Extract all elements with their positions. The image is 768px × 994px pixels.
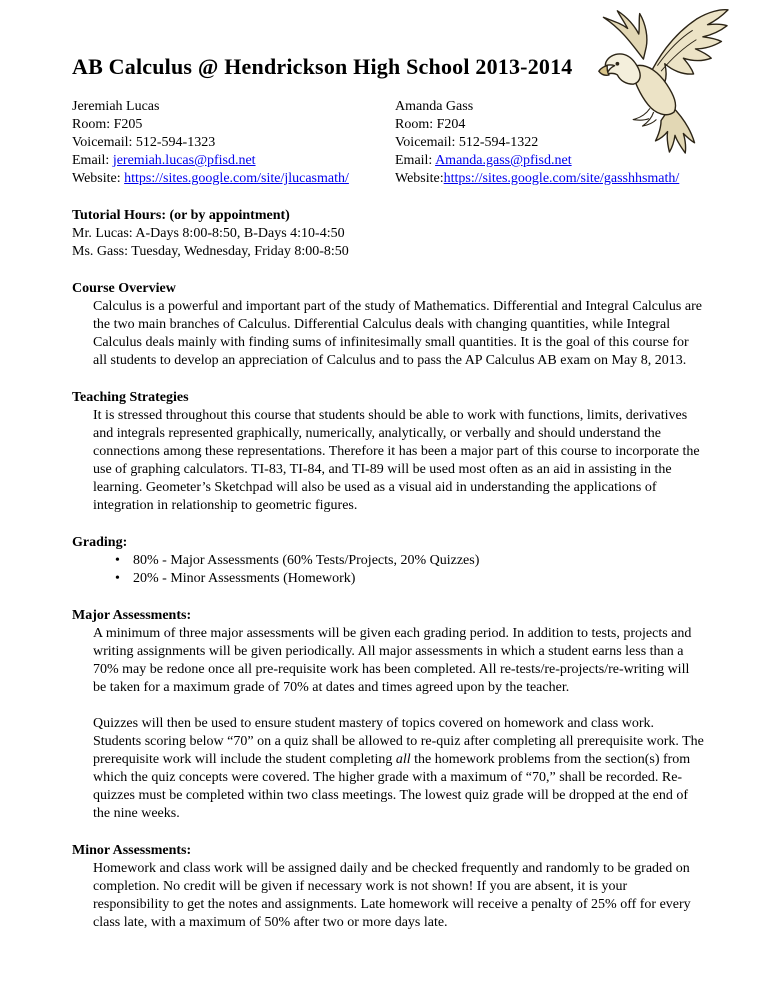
teaching-strategies-body: It is stressed throughout this course that students should be able to work with functions, limits, derivatives and integrals represented graphically, numerically, analytically, or verbally and should understand the connections among these representations. Therefore it has been a major part of this course to incorporate the use of graphing calculators. TI-83, TI-84, and TI-89 will be used most often as an aid in assisting in the learning. Geometer’s Sketchpad will also be used as a visual aid in understanding the applications of integration in relationship to geometric figures. <box>93 408 700 513</box>
emphasized-word: all <box>395 752 411 767</box>
teacher-room: Room: F205 <box>72 117 143 132</box>
minor-assessments-heading: Minor Assessments: <box>72 843 192 858</box>
teacher-website-line <box>395 170 679 188</box>
website-link-gass[interactable]: https://sites.google.com/site/gasshhsmath/ <box>443 171 680 186</box>
tutorial-line-gass: Ms. Gass: Tuesday, Wednesday, Friday 8:00-8:50 <box>72 244 349 259</box>
website-link-lucas[interactable]: https://sites.google.com/site/jlucasmath/ <box>124 171 349 186</box>
minor-assessments-body: Homework and class work will be assigned daily and be checked frequently and randomly to be graded on completion. No credit will be given if necessary work is not shown! If you are absent, it is your responsibility to get the notes and assignments. Late homework will receive a penalty of 25% off for every class late, with a maximum of 50% after two or more days late. <box>93 861 691 930</box>
email-link-gass[interactable]: Amanda.gass@pfisd.net <box>435 153 572 168</box>
section-course-overview <box>72 280 704 370</box>
section-tutorial-hours <box>72 207 704 261</box>
website-label: Website: <box>395 171 444 186</box>
major-assessments-paragraph-1: A minimum of three major assessments will be given each grading period. In addition to tests, projects and writing assignments will be given periodically. All major assessments in which a student earns less than a 70% may be redone once all pre-requisite work has been completed. All re-tests/re-projects/re-writing will be taken for a maximum grade of 70% at dates and times agreed upon by the teacher. <box>93 626 692 695</box>
teacher-name: Jeremiah Lucas <box>72 99 160 114</box>
teacher-voicemail: Voicemail: 512-594-1322 <box>395 135 539 150</box>
grading-bullet-list <box>115 552 704 588</box>
teaching-strategies-heading: Teaching Strategies <box>72 390 189 405</box>
teacher-room: Room: F204 <box>395 117 466 132</box>
teacher-email-line <box>72 152 395 170</box>
section-major-assessments <box>72 607 704 823</box>
teacher-website-line <box>72 170 395 188</box>
grading-heading: Grading: <box>72 535 128 550</box>
email-link-lucas[interactable]: jeremiah.lucas@pfisd.net <box>112 153 256 168</box>
eagle-icon <box>592 8 732 166</box>
course-overview-body: Calculus is a powerful and important part of the study of Mathematics. Differential and Integral Calculus are the two main branches of Calculus. Differential Calculus deals with changing quantities, while Integral Calculus deals mainly with finding sums of infinitesimally small quantities. It is the goal of this course for all students to develop an appreciation of Calculus and to pass the AP Calculus AB exam on May 8, 2013. <box>93 299 702 368</box>
teacher-name: Amanda Gass <box>395 99 474 114</box>
section-minor-assessments <box>72 842 704 932</box>
section-teaching-strategies <box>72 389 704 515</box>
grading-bullet: • 80% - Major Assessments (60% Tests/Projects, 20% Quizzes) <box>115 552 704 570</box>
major-assessments-paragraph-2 <box>93 715 704 823</box>
paragraph-text: the homework problems from the section(s) from which the quiz concepts were covered. The higher grade with a maximum of “70,” shall be recorded. Re-quizzes must be completed within two class meetings. The lowest quiz grade will be dropped at the end of the nine weeks. <box>93 752 691 821</box>
grading-bullet: • 20% - Minor Assessments (Homework) <box>115 570 704 588</box>
course-overview-heading: Course Overview <box>72 281 176 296</box>
section-grading <box>72 534 704 588</box>
tutorial-hours-heading: Tutorial Hours: (or by appointment) <box>72 208 290 223</box>
email-label: Email: <box>395 153 436 168</box>
page-title: AB Calculus @ Hendrickson High School 2013-2014 <box>72 54 573 79</box>
tutorial-line-lucas: Mr. Lucas: A-Days 8:00-8:50, B-Days 4:10-4:50 <box>72 226 345 241</box>
teacher-contact-lucas <box>72 98 395 188</box>
teacher-voicemail: Voicemail: 512-594-1323 <box>72 135 216 150</box>
email-label: Email: <box>72 153 113 168</box>
website-label: Website: <box>72 171 125 186</box>
major-assessments-heading: Major Assessments: <box>72 608 192 623</box>
paragraph-text: Quizzes will then be used to ensure student mastery of topics covered on homework and class work. Students scoring below “70” on a quiz shall be allowed to re-quiz after completing all prerequisite work. The prerequisite work will include the student completing <box>93 716 704 767</box>
